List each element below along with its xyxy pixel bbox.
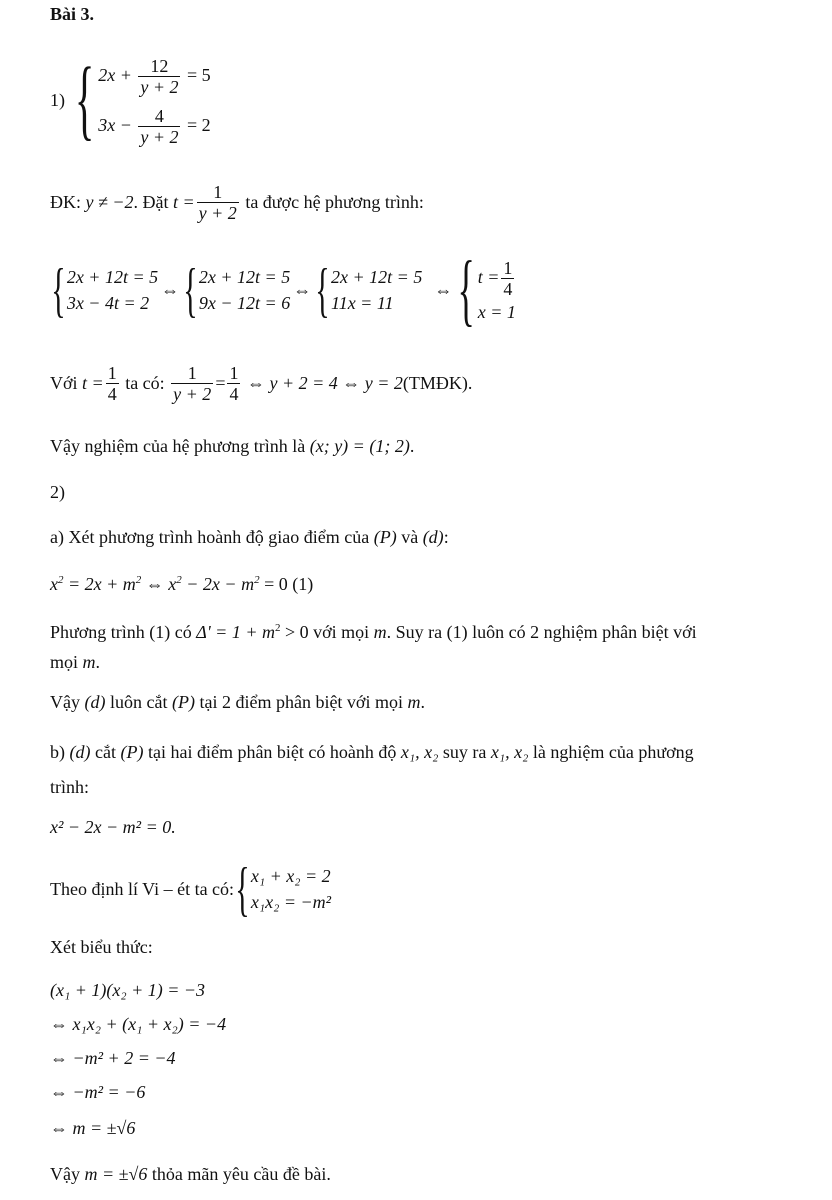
- equation-1: [50, 572, 313, 596]
- eq2-den: y + 2: [140, 127, 179, 148]
- conclusion-1-text: Vậy nghiệm của hệ phương trình là: [50, 436, 306, 456]
- s3-eq1: 2x + 12t = 5: [331, 267, 423, 287]
- disc-line2: mọi: [50, 652, 79, 672]
- disc-delta: Δ' = 1 + m: [196, 622, 275, 642]
- voi-eq: =: [215, 373, 226, 393]
- dk-den: y + 2: [198, 202, 237, 223]
- part-b-intro: [50, 740, 694, 764]
- voi-tm: (TMĐK).: [402, 373, 473, 393]
- eq2-rhs: = 2: [186, 115, 211, 135]
- brace-icon: {: [315, 257, 330, 323]
- brace-icon: {: [51, 257, 66, 323]
- vieta-line: [50, 858, 331, 920]
- var-m: m: [373, 622, 387, 642]
- b-x1x2: x₁, x₂: [400, 742, 439, 762]
- a-va: và: [401, 527, 419, 547]
- conclusion-1-end: .: [409, 436, 415, 456]
- dk-suffix: ta được hệ phương trình:: [245, 192, 424, 212]
- final-expr: m = ±√6: [84, 1164, 148, 1184]
- sq: 2: [58, 574, 64, 586]
- brace-icon: {: [457, 246, 476, 334]
- a-d: (d): [69, 742, 91, 762]
- a-P: (P): [120, 742, 144, 762]
- final-conclusion: [50, 1162, 331, 1186]
- substitution-line: [50, 358, 472, 408]
- b-x1x2: x₁, x₂: [490, 742, 529, 762]
- a-d: (d): [84, 692, 106, 712]
- dot: .: [420, 692, 425, 712]
- voi-t-den: 4: [107, 383, 117, 404]
- sq: 2: [274, 622, 281, 634]
- dk-t-eq: t =: [173, 192, 195, 212]
- s4-num: 1: [503, 258, 513, 279]
- dot: .: [95, 652, 101, 672]
- dk-dat: . Đặt: [133, 192, 169, 212]
- part-2-label: 2): [50, 482, 65, 502]
- a-P: (P): [373, 527, 397, 547]
- voi-lhs-num: 1: [171, 363, 213, 384]
- step-1: (x₁ + 1)(x₂ + 1) = −3: [50, 980, 206, 1000]
- eq-b: = 2x + m: [63, 574, 136, 594]
- b-cat: cắt: [95, 742, 116, 762]
- part-1-label: 1): [50, 90, 65, 110]
- voi-t-num: 1: [107, 362, 117, 383]
- b-text-e: là nghiệm của phương: [532, 742, 694, 762]
- equiv-arrow: ⇔: [293, 280, 312, 300]
- s2-eq2: 9x − 12t = 6: [198, 293, 291, 313]
- s4-t: t =: [477, 266, 500, 287]
- step-2: ⇔ x₁x₂ + (x₁ + x₂) = −4: [50, 1014, 227, 1034]
- eq-d: − 2x − m: [181, 574, 255, 594]
- voi-t-eq: t =: [82, 373, 104, 393]
- sq: 2: [176, 574, 182, 586]
- dk-condition: y ≠ −2: [85, 192, 134, 212]
- disc-text-a: Phương trình (1) có: [50, 622, 192, 642]
- eq1-rhs: = 5: [186, 65, 211, 85]
- voi-rhs-den: 4: [229, 383, 239, 404]
- step-3: ⇔ −m² + 2 = −4: [50, 1048, 176, 1068]
- quadratic-equation: x² − 2x − m² = 0.: [50, 817, 176, 837]
- final-text: thỏa mãn yêu cầu đề bài.: [151, 1164, 331, 1184]
- vay-c: tại 2 điểm phân biệt với mọi: [199, 692, 403, 712]
- eq-c: ⇔ x: [141, 574, 177, 594]
- s2-eq1: 2x + 12t = 5: [198, 267, 291, 287]
- step-4: ⇔ −m² = −6: [50, 1082, 146, 1102]
- disc-text-b: với mọi: [313, 622, 370, 642]
- eq2-num: 4: [138, 106, 180, 127]
- equivalent-systems: [50, 246, 516, 334]
- voi-lhs-den: y + 2: [173, 383, 212, 404]
- b-suyra: suy ra: [442, 742, 487, 762]
- sq: 2: [254, 574, 260, 586]
- var-m: m: [82, 652, 96, 672]
- voi-taco: ta có:: [125, 373, 165, 393]
- system-1: [50, 50, 211, 150]
- a-intro-text: a) Xét phương trình hoành độ giao điểm của: [50, 527, 370, 547]
- eq1-num: 12: [138, 56, 180, 77]
- voi-rhs-num: 1: [229, 362, 239, 383]
- eq2-lhs: 3x −: [98, 115, 132, 135]
- vieta-sum: x₁ + x₂ = 2: [250, 866, 331, 886]
- b-text-c: tại hai điểm phân biệt có hoành độ: [147, 742, 397, 762]
- final-vay: Vậy: [50, 1164, 80, 1184]
- conclusion-1-expr: (x; y) = (1; 2): [309, 436, 410, 456]
- dk-num: 1: [197, 182, 239, 203]
- discriminant-line-2: [50, 650, 100, 674]
- a-colon: :: [443, 527, 449, 547]
- voi-rest: ⇔ y + 2 = 4 ⇔ y = 2: [246, 373, 403, 393]
- disc-end: > 0: [280, 622, 309, 642]
- section-title: Bài 3.: [50, 4, 95, 24]
- dk-prefix: ĐK:: [50, 192, 81, 212]
- s3-eq2: 11x = 11: [331, 293, 394, 313]
- s1-eq1: 2x + 12t = 5: [66, 267, 159, 287]
- conclusion-1: [50, 434, 414, 458]
- eq-e: = 0 (1): [259, 574, 314, 594]
- eq1-lhs: 2x +: [98, 65, 132, 85]
- brace-icon: {: [235, 856, 250, 922]
- equiv-arrow: ⇔: [161, 280, 180, 300]
- vay-b: luôn cắt: [110, 692, 168, 712]
- a-P: (P): [171, 692, 195, 712]
- step-5: ⇔ m = ±√6: [50, 1118, 136, 1138]
- b-label: b): [50, 742, 65, 762]
- var-m: m: [407, 692, 421, 712]
- equiv-arrow: ⇔: [434, 280, 453, 300]
- condition-line: [50, 180, 424, 224]
- disc-text-c: . Suy ra (1) luôn có 2 nghiệm phân biệt với: [386, 622, 697, 642]
- discriminant-line: [50, 620, 697, 644]
- eq1-den: y + 2: [140, 77, 179, 98]
- vieta-product: x₁x₂ = −m²: [250, 892, 332, 912]
- conclusion-a: [50, 690, 425, 714]
- eq-x: x: [50, 574, 58, 594]
- s4-x: x = 1: [477, 302, 516, 323]
- brace-icon: {: [183, 257, 198, 323]
- brace-icon: {: [74, 50, 95, 149]
- voi-prefix: Với: [50, 373, 78, 393]
- s4-den: 4: [503, 279, 513, 300]
- expression-heading: Xét biểu thức:: [50, 937, 153, 957]
- vieta-text: Theo định lí Vi – ét ta có:: [50, 879, 235, 899]
- part-a-intro: [50, 525, 449, 549]
- s1-eq2: 3x − 4t = 2: [66, 293, 150, 313]
- sq: 2: [135, 574, 142, 586]
- vay-a: Vậy: [50, 692, 80, 712]
- part-b-line2: trình:: [50, 777, 89, 797]
- a-d: (d): [422, 527, 444, 547]
